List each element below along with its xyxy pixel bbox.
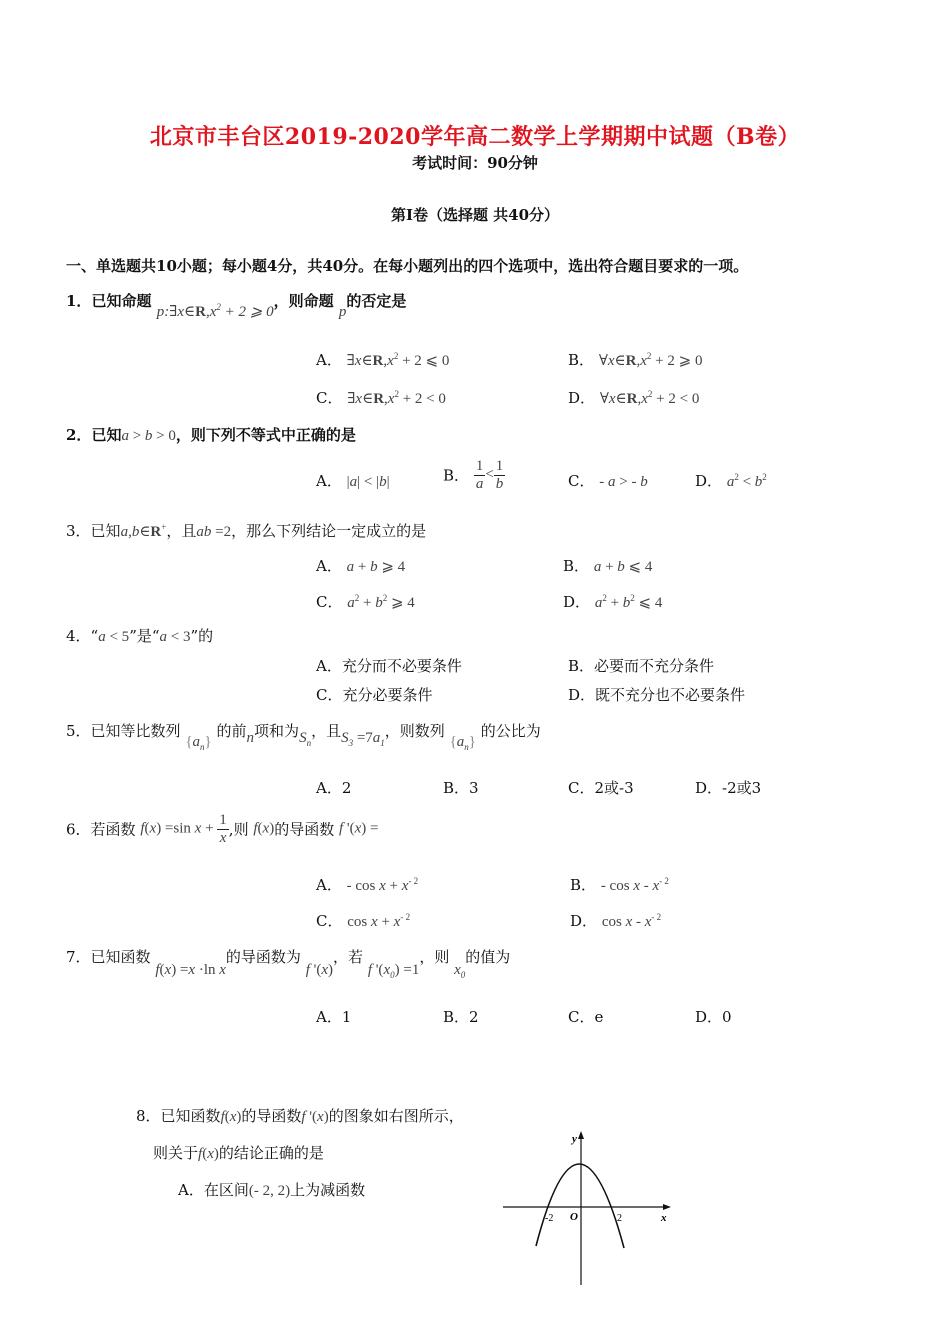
q4-option-a[interactable]: A．充分而不必要条件	[316, 657, 462, 675]
q1-option-a[interactable]: A． $\exists x\in R,x^2 + 2$ ⩽ 0	[316, 351, 450, 369]
q7-option-c[interactable]: C．e	[568, 1008, 604, 1026]
q1-pre: 已知命题	[91, 292, 152, 310]
tick-label-neg: -2	[545, 1213, 554, 1224]
origin-label: O	[570, 1211, 578, 1223]
derivative-graph	[495, 1125, 680, 1290]
q3-option-d[interactable]: D． $a^2 + b^2$ ⩽ 4	[563, 593, 663, 611]
question-4: 4．“a < 5”是“a < 3”的	[66, 627, 214, 645]
q4-option-d[interactable]: D．既不充分也不必要条件	[568, 686, 746, 704]
question-7: 7．已知函数 f(x) =x ·ln x的导函数为 f '(x)，若 f '$(x_0) =1$，则 $x_0$的值为	[66, 948, 511, 980]
q1-post: 的否定是	[346, 292, 407, 310]
q1-option-d[interactable]: D． $\forall x\in R,x^2 + 2 < 0$	[568, 389, 700, 407]
x-axis-arrow-icon	[663, 1204, 671, 1210]
q6-option-a[interactable]: A． - $\cos x + x^{- 2}$	[316, 876, 419, 894]
q2-option-d[interactable]: D． $a^2 < b^2$	[695, 472, 767, 490]
tick-label-pos: 2	[617, 1213, 622, 1224]
section-heading: 一、单选题共10小题；每小题4分，共40分。在每小题列出的四个选项中，选出符合题目要求的一项。	[66, 257, 749, 275]
q4-option-b[interactable]: B．必要而不充分条件	[568, 657, 715, 675]
q7-option-b[interactable]: B．2	[443, 1008, 479, 1026]
q1-number: 1．	[66, 292, 92, 310]
y-axis-arrow-icon	[578, 1131, 584, 1139]
q1-proposition: $p:\exists x\in R,x^2 + 2$ ⩾ 0	[156, 302, 274, 320]
q2-option-b[interactable]: B． $\frac{1}{a}$ < $\frac{1}{b}$	[443, 458, 504, 492]
q3-option-a[interactable]: A． a + b ⩾ 4	[316, 557, 406, 575]
page-title: 北京市丰台区2019-2020学年高二数学上学期期中试题（B卷）	[149, 124, 801, 150]
q2-option-a[interactable]: A． |a| < |b|	[316, 472, 390, 490]
parabola-curve	[536, 1164, 624, 1248]
question-8-line-1: 8．已知函数f(x)的导函数f '(x)的图象如右图所示，	[136, 1107, 464, 1125]
y-label: y	[572, 1133, 577, 1145]
question-2: 2．已知a > b > 0，则下列不等式中正确的是	[66, 426, 356, 444]
q7-option-a[interactable]: A．1	[316, 1008, 352, 1026]
question-5: 5．已知等比数列 $\{a_n\}$ 的前n项和为$S_n$，且$S_3 =7a_1$，则数列 $\{a_n\}$ 的公比为	[66, 722, 541, 752]
q1-mid: ，则命题	[273, 292, 334, 310]
q7-option-d[interactable]: D．0	[695, 1008, 732, 1026]
q2-option-c[interactable]: C． - a > - b	[568, 472, 648, 490]
q6-option-d[interactable]: D． cos x - $x^{- 2}$	[570, 912, 662, 930]
q4-option-c[interactable]: C．充分必要条件	[316, 686, 433, 704]
question-1	[66, 290, 407, 320]
exam-time: 考试时间：90分钟	[412, 154, 538, 172]
q3-option-b[interactable]: B． a + b ⩽ 4	[563, 557, 653, 575]
q5-option-d[interactable]: D．-2或3	[695, 779, 762, 797]
question-8-line-2: 则关于f(x)的结论正确的是	[153, 1144, 324, 1162]
q1-option-b[interactable]: B． $\forall x\in R,x^2 + 2$ ⩾ 0	[568, 351, 703, 369]
question-6: 6．若函数 f(x) =sin x + $\frac{1}{x}$ ,则 f(x)的导函数 f '(x) =	[66, 812, 379, 846]
q3-option-c[interactable]: C． $a^2 + b^2$ ⩾ 4	[316, 593, 415, 611]
part-heading: 第Ⅰ卷（选择题 共40分）	[390, 206, 560, 224]
q1-option-c[interactable]: C． $\exists x\in R,x^2 + 2 < 0$	[316, 389, 446, 407]
x-label: x	[661, 1212, 667, 1224]
q5-option-a[interactable]: A．2	[316, 779, 352, 797]
q8-option-a[interactable]: A．在区间(- 2, 2)上为减函数	[178, 1181, 366, 1199]
q1-p: p	[338, 304, 347, 320]
q5-option-b[interactable]: B．3	[443, 779, 479, 797]
question-3: 3．已知a,b∈R+，且ab =2，那么下列结论一定成立的是	[66, 522, 427, 540]
q6-option-b[interactable]: B． - cos x - $x^{- 2}$	[570, 876, 669, 894]
q5-option-c[interactable]: C．2或-3	[568, 779, 634, 797]
q6-option-c[interactable]: C． $\cos x + x^{- 2}$	[316, 912, 411, 930]
